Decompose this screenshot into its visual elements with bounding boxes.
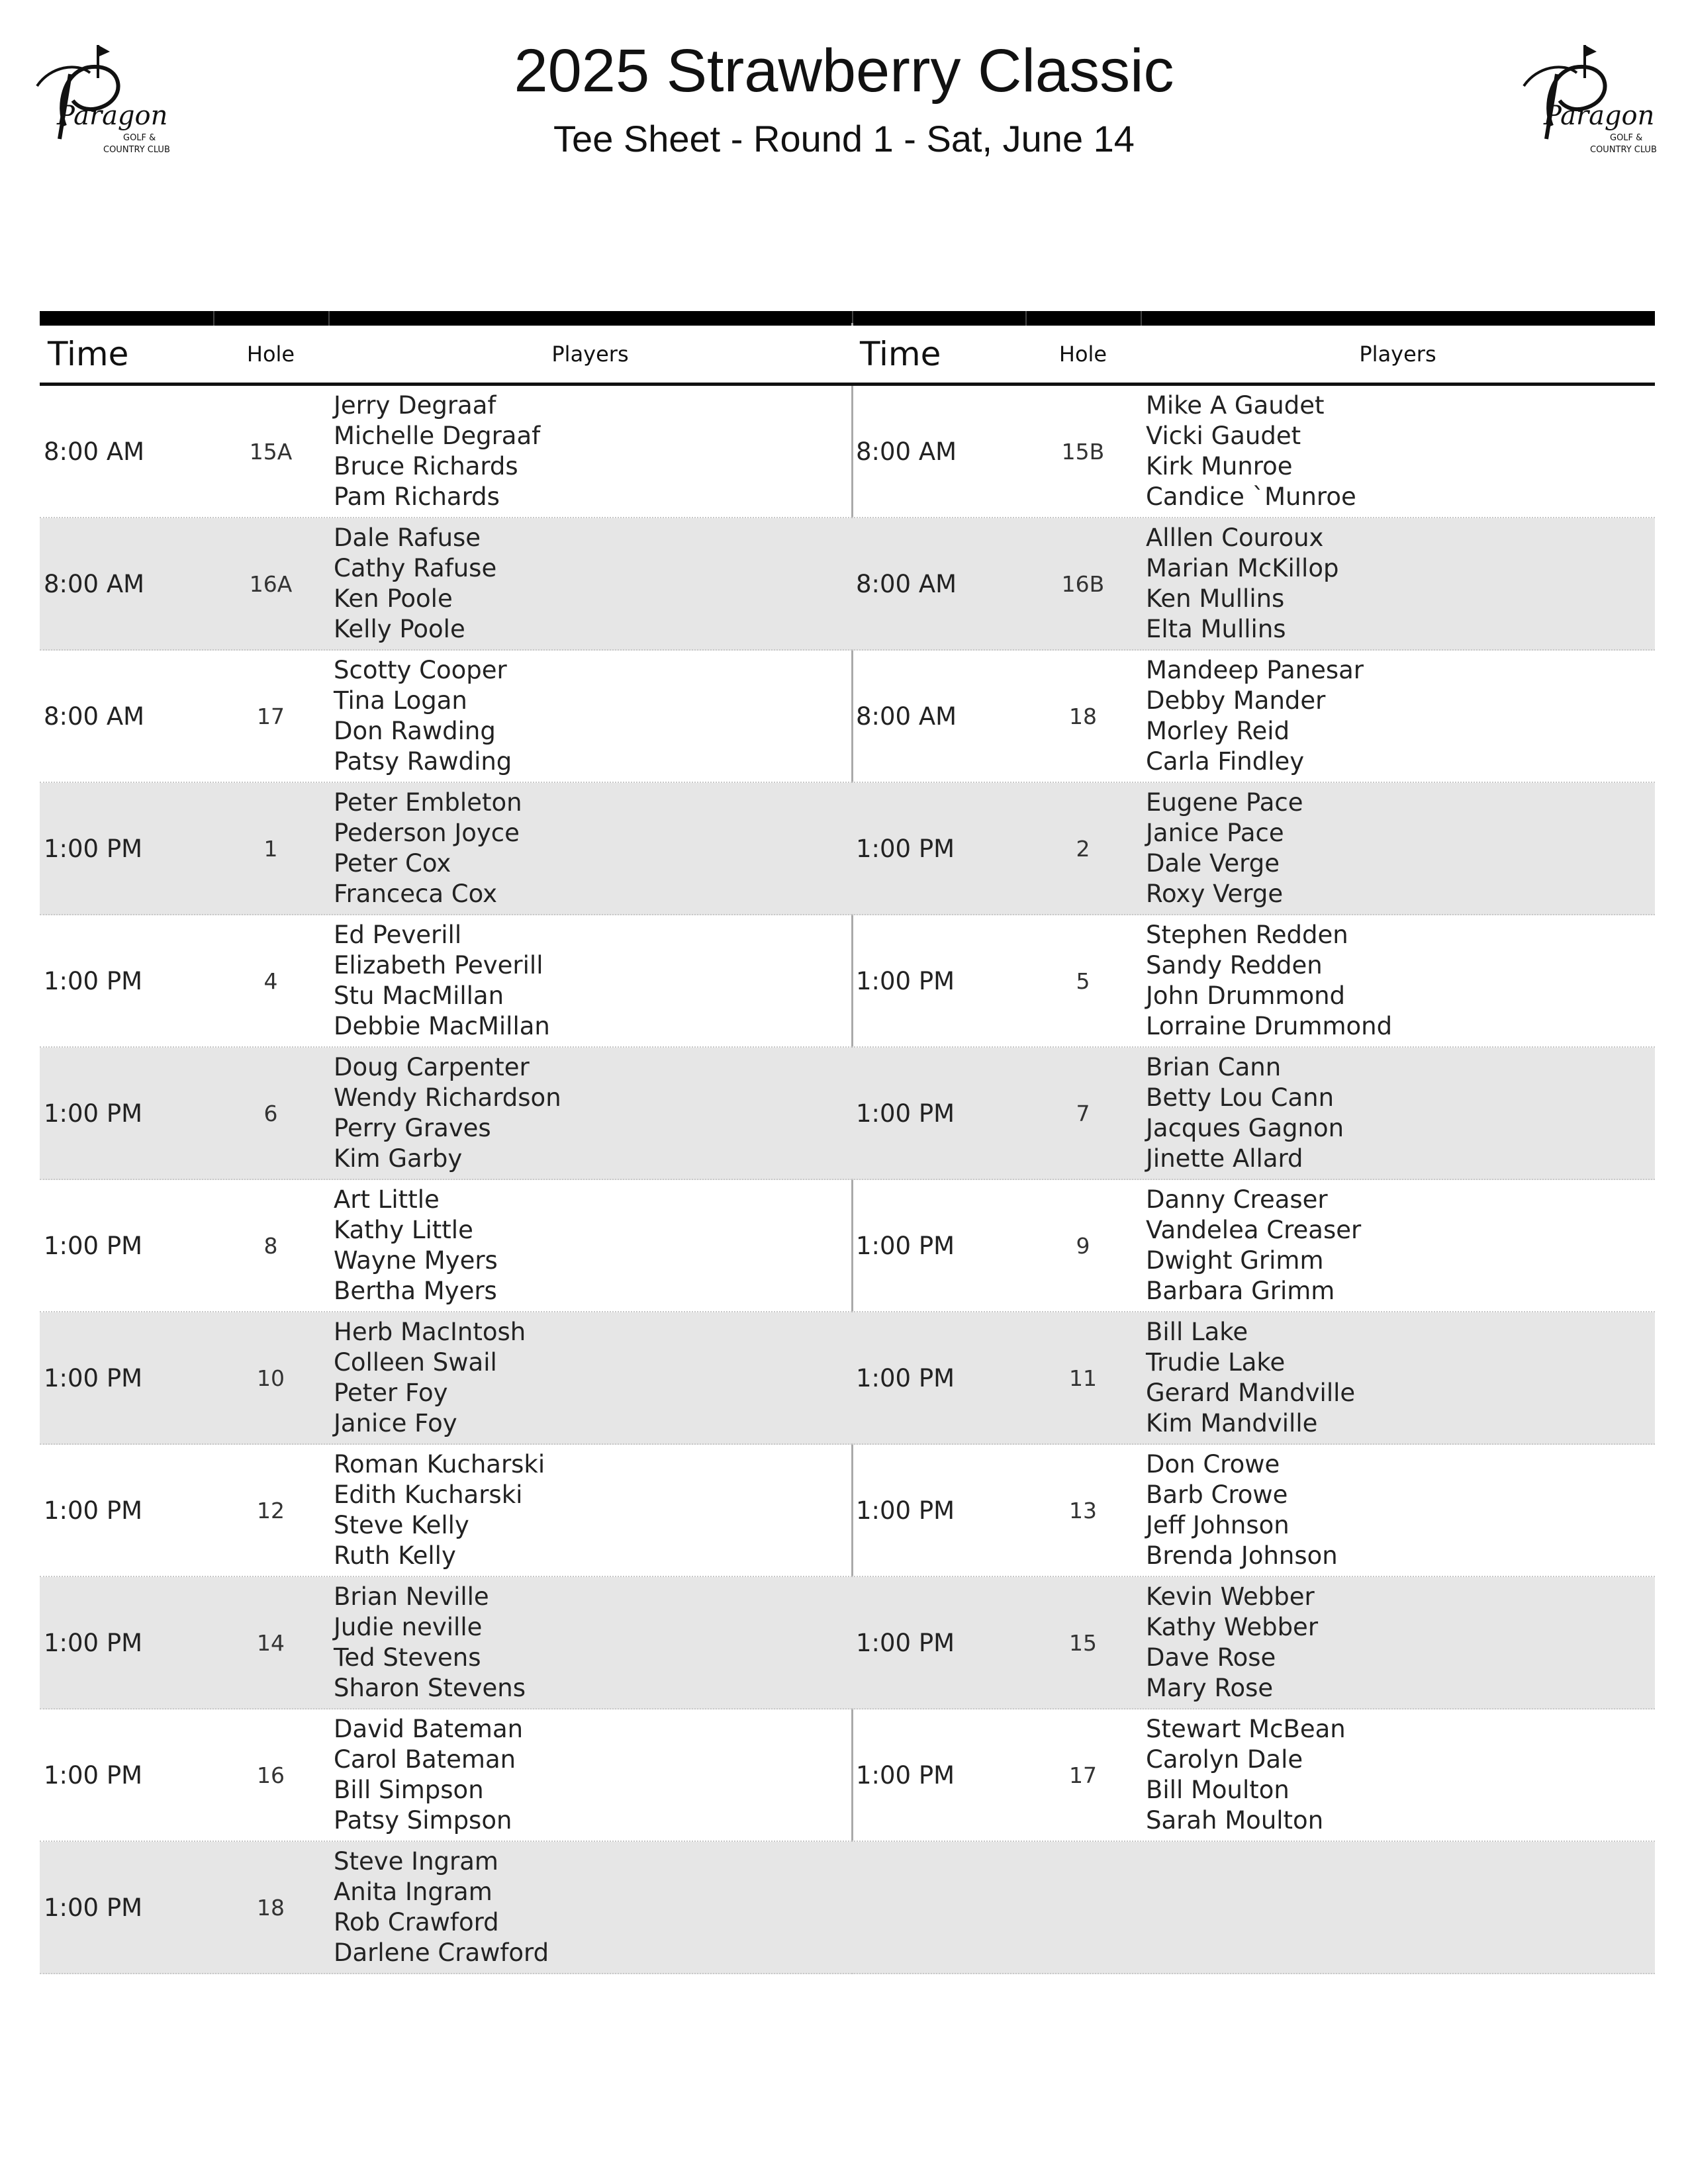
starting-hole: 16	[257, 1762, 285, 1788]
player-name: Rob Crawford	[334, 1908, 499, 1936]
tee-time: 1:00 PM	[44, 1893, 143, 1922]
rows-left	[40, 386, 852, 1974]
player-list	[328, 788, 852, 909]
player-name: Patsy Simpson	[334, 1806, 512, 1835]
player-name: Bertha Myers	[334, 1277, 497, 1305]
player-list	[328, 390, 852, 512]
player-list	[1141, 523, 1655, 645]
player-name: Tina Logan	[334, 686, 467, 715]
player-list	[1141, 1317, 1655, 1439]
player-name: Peter Foy	[334, 1379, 448, 1407]
starting-hole: 4	[263, 968, 278, 994]
tee-time-row	[40, 915, 852, 1048]
header-players: Players	[551, 341, 629, 367]
player-name: Alllen Couroux	[1146, 523, 1324, 552]
tee-time-row	[40, 1709, 852, 1842]
starting-hole: 15A	[249, 438, 293, 465]
svg-text:COUNTRY CLUB: COUNTRY CLUB	[103, 145, 170, 155]
tee-time: 1:00 PM	[44, 1363, 143, 1392]
player-list	[328, 1052, 852, 1174]
player-name: Herb MacIntosh	[334, 1318, 526, 1346]
tee-time-row	[852, 1709, 1655, 1842]
table-header-right	[852, 326, 1655, 386]
tee-time: 8:00 AM	[44, 437, 145, 466]
player-list	[1141, 390, 1655, 512]
starting-hole: 18	[1069, 703, 1097, 729]
player-list	[1141, 1714, 1655, 1836]
starting-hole: 15	[1069, 1629, 1097, 1656]
player-name: Don Rawding	[334, 717, 496, 745]
player-name: Cathy Rafuse	[334, 554, 497, 582]
player-name: Brenda Johnson	[1146, 1541, 1338, 1570]
tee-time: 1:00 PM	[856, 1628, 955, 1657]
starting-hole: 15B	[1061, 438, 1105, 465]
tee-time-row	[852, 783, 1655, 915]
player-list	[328, 1317, 852, 1439]
tee-sheet-left	[40, 326, 852, 1974]
player-name: Mandeep Panesar	[1146, 656, 1364, 684]
rows-right	[852, 386, 1655, 1974]
starting-hole: 12	[257, 1497, 285, 1524]
player-list	[328, 523, 852, 645]
starting-hole: 10	[257, 1365, 285, 1391]
player-name: Colleen Swail	[334, 1348, 497, 1377]
starting-hole: 13	[1069, 1497, 1097, 1524]
player-name: Kelly Poole	[334, 615, 465, 643]
player-name: Edith Kucharski	[334, 1480, 523, 1509]
starting-hole: 18	[257, 1894, 285, 1921]
player-name: Bill Moulton	[1146, 1776, 1289, 1804]
starting-hole: 1	[263, 835, 278, 862]
header-time: Time	[860, 335, 941, 373]
tee-time-row	[40, 1180, 852, 1312]
player-name: Janice Pace	[1146, 819, 1284, 847]
player-name: Pederson Joyce	[334, 819, 520, 847]
player-name: Don Crowe	[1146, 1450, 1280, 1479]
svg-text:GOLF &: GOLF &	[1610, 133, 1643, 143]
tee-time: 1:00 PM	[856, 1099, 955, 1128]
player-name: Roxy Verge	[1146, 880, 1284, 908]
player-name: Dwight Grimm	[1146, 1246, 1324, 1275]
player-list	[328, 1582, 852, 1704]
player-name: Dale Rafuse	[334, 523, 481, 552]
table-header-left	[40, 326, 852, 386]
player-list	[328, 1846, 852, 1968]
player-name: Dale Verge	[1146, 849, 1280, 878]
svg-text:Paragon: Paragon	[1544, 101, 1655, 131]
tee-time-row	[852, 1445, 1655, 1577]
starting-hole: 17	[1069, 1762, 1097, 1788]
player-list	[1141, 1449, 1655, 1571]
tee-time-row	[852, 1577, 1655, 1709]
header-hole: Hole	[1058, 341, 1107, 367]
player-name: Judie neville	[334, 1613, 483, 1641]
tee-time-row	[40, 386, 852, 518]
player-name: Kim Garby	[334, 1144, 463, 1173]
tee-time-row	[852, 651, 1655, 783]
tee-time: 8:00 AM	[856, 437, 957, 466]
tee-time-row	[40, 1048, 852, 1180]
tee-time: 1:00 PM	[856, 1760, 955, 1790]
tee-time: 8:00 AM	[856, 702, 957, 731]
player-list	[328, 1449, 852, 1571]
page-subtitle: Tee Sheet - Round 1 - Sat, June 14	[553, 118, 1135, 159]
player-name: Bill Lake	[1146, 1318, 1248, 1346]
player-name: Jeff Johnson	[1146, 1511, 1289, 1539]
player-name: Jinette Allard	[1146, 1144, 1303, 1173]
player-name: Sharon Stevens	[334, 1674, 526, 1702]
player-name: Pam Richards	[334, 482, 500, 511]
player-name: Steve Kelly	[334, 1511, 469, 1539]
starting-hole: 5	[1076, 968, 1090, 994]
header-time: Time	[48, 335, 129, 373]
tee-time: 1:00 PM	[44, 966, 143, 995]
tee-time: 1:00 PM	[44, 834, 143, 863]
starting-hole: 2	[1076, 835, 1090, 862]
starting-hole: 9	[1076, 1232, 1090, 1259]
player-name: Doug Carpenter	[334, 1053, 530, 1081]
tee-sheet-right	[852, 326, 1655, 1974]
starting-hole: 7	[1076, 1100, 1090, 1126]
tee-time-row	[40, 1312, 852, 1445]
tee-time: 1:00 PM	[44, 1496, 143, 1525]
tee-time-row	[852, 1048, 1655, 1180]
player-name: John Drummond	[1146, 981, 1346, 1010]
tee-time-row	[852, 1312, 1655, 1445]
player-list	[328, 655, 852, 777]
player-name: Betty Lou Cann	[1146, 1083, 1335, 1112]
player-name: Sarah Moulton	[1146, 1806, 1324, 1835]
player-name: Kim Mandville	[1146, 1409, 1318, 1437]
player-name: Stephen Redden	[1146, 921, 1348, 949]
tee-time: 8:00 AM	[44, 702, 145, 731]
player-name: Sandy Redden	[1146, 951, 1323, 979]
player-name: Wayne Myers	[334, 1246, 498, 1275]
player-name: Steve Ingram	[334, 1847, 498, 1876]
player-name: Mary Rose	[1146, 1674, 1274, 1702]
player-name: David Bateman	[334, 1715, 524, 1743]
starting-hole: 8	[263, 1232, 278, 1259]
starting-hole: 17	[257, 703, 285, 729]
player-name: Perry Graves	[334, 1114, 491, 1142]
tee-time-row	[852, 1180, 1655, 1312]
svg-text:GOLF &: GOLF &	[123, 133, 156, 143]
player-list	[1141, 920, 1655, 1042]
player-name: Kevin Webber	[1146, 1582, 1315, 1611]
player-name: Brian Neville	[334, 1582, 489, 1611]
tee-time-row	[40, 783, 852, 915]
tee-time-row	[852, 1842, 1655, 1974]
player-name: Dave Rose	[1146, 1643, 1276, 1672]
player-name: Marian McKillop	[1146, 554, 1339, 582]
tee-time: 8:00 AM	[856, 569, 957, 598]
player-name: Debby Mander	[1146, 686, 1326, 715]
player-name: Carla Findley	[1146, 747, 1305, 776]
player-name: Ken Poole	[334, 584, 453, 613]
tee-time: 8:00 AM	[44, 569, 145, 598]
tee-time-row	[40, 1577, 852, 1709]
player-name: Eugene Pace	[1146, 788, 1303, 817]
player-name: Bill Simpson	[334, 1776, 484, 1804]
player-name: Darlene Crawford	[334, 1938, 549, 1967]
tee-time: 1:00 PM	[44, 1760, 143, 1790]
tee-time-row	[852, 518, 1655, 651]
tee-time: 1:00 PM	[44, 1628, 143, 1657]
player-name: Vandelea Creaser	[1146, 1216, 1362, 1244]
header-hole: Hole	[246, 341, 295, 367]
player-name: Carol Bateman	[334, 1745, 516, 1774]
player-name: Brian Cann	[1146, 1053, 1282, 1081]
player-name: Mike A Gaudet	[1146, 391, 1325, 420]
player-name: Ted Stevens	[334, 1643, 481, 1672]
player-list	[1141, 1582, 1655, 1704]
player-name: Stu MacMillan	[334, 981, 504, 1010]
player-list	[328, 1185, 852, 1306]
player-name: Elta Mullins	[1146, 615, 1286, 643]
player-name: Lorraine Drummond	[1146, 1012, 1393, 1040]
starting-hole: 6	[263, 1100, 278, 1126]
svg-text:COUNTRY CLUB: COUNTRY CLUB	[1590, 145, 1657, 155]
starting-hole: 16B	[1061, 570, 1105, 597]
player-name: Carolyn Dale	[1146, 1745, 1303, 1774]
table-top-bar	[40, 311, 1655, 326]
player-name: Trudie Lake	[1146, 1348, 1286, 1377]
page-title: 2025 Strawberry Classic	[514, 37, 1174, 105]
player-list	[1141, 655, 1655, 777]
player-name: Wendy Richardson	[334, 1083, 561, 1112]
player-name: Peter Cox	[334, 849, 451, 878]
player-name: Ruth Kelly	[334, 1541, 456, 1570]
player-list	[1141, 1052, 1655, 1174]
player-name: Kirk Munroe	[1146, 452, 1293, 480]
player-name: Ed Peverill	[334, 921, 462, 949]
player-name: Kathy Little	[334, 1216, 473, 1244]
tee-time-row	[852, 386, 1655, 518]
tee-time-row	[40, 651, 852, 783]
player-list	[328, 920, 852, 1042]
player-name: Peter Embleton	[334, 788, 522, 817]
tee-time-row	[40, 518, 852, 651]
player-name: Roman Kucharski	[334, 1450, 545, 1479]
player-name: Jerry Degraaf	[334, 391, 496, 420]
tee-sheet-table	[40, 311, 1655, 1974]
tee-time: 1:00 PM	[856, 966, 955, 995]
tee-time: 1:00 PM	[856, 1496, 955, 1525]
tee-time-row	[40, 1445, 852, 1577]
player-name: Barb Crowe	[1146, 1480, 1288, 1509]
player-name: Stewart McBean	[1146, 1715, 1346, 1743]
tee-time: 1:00 PM	[856, 834, 955, 863]
starting-hole: 16A	[249, 570, 293, 597]
player-name: Vicki Gaudet	[1146, 422, 1301, 450]
header-players: Players	[1359, 341, 1436, 367]
player-name: Art Little	[334, 1185, 440, 1214]
player-name: Anita Ingram	[334, 1878, 492, 1906]
player-name: Patsy Rawding	[334, 747, 512, 776]
player-list	[1141, 1185, 1655, 1306]
player-name: Gerard Mandville	[1146, 1379, 1356, 1407]
svg-text:Paragon: Paragon	[57, 101, 168, 131]
player-name: Scotty Cooper	[334, 656, 507, 684]
starting-hole: 11	[1069, 1365, 1097, 1391]
tee-time: 1:00 PM	[856, 1363, 955, 1392]
player-name: Barbara Grimm	[1146, 1277, 1335, 1305]
player-list	[1141, 788, 1655, 909]
player-name: Kathy Webber	[1146, 1613, 1319, 1641]
tee-time: 1:00 PM	[856, 1231, 955, 1260]
player-name: Ken Mullins	[1146, 584, 1285, 613]
player-name: Elizabeth Peverill	[334, 951, 543, 979]
tee-time: 1:00 PM	[44, 1099, 143, 1128]
player-name: Debbie MacMillan	[334, 1012, 550, 1040]
player-name: Jacques Gagnon	[1146, 1114, 1344, 1142]
player-name: Franceca Cox	[334, 880, 498, 908]
tee-time-row	[40, 1842, 852, 1974]
player-name: Morley Reid	[1146, 717, 1290, 745]
player-name: Michelle Degraaf	[334, 422, 541, 450]
tee-time: 1:00 PM	[44, 1231, 143, 1260]
player-name: Janice Foy	[334, 1409, 457, 1437]
starting-hole: 14	[257, 1629, 285, 1656]
tee-time-row	[852, 915, 1655, 1048]
player-name: Danny Creaser	[1146, 1185, 1328, 1214]
player-name: Candice `Munroe	[1146, 482, 1356, 511]
player-name: Bruce Richards	[334, 452, 518, 480]
player-list	[328, 1714, 852, 1836]
